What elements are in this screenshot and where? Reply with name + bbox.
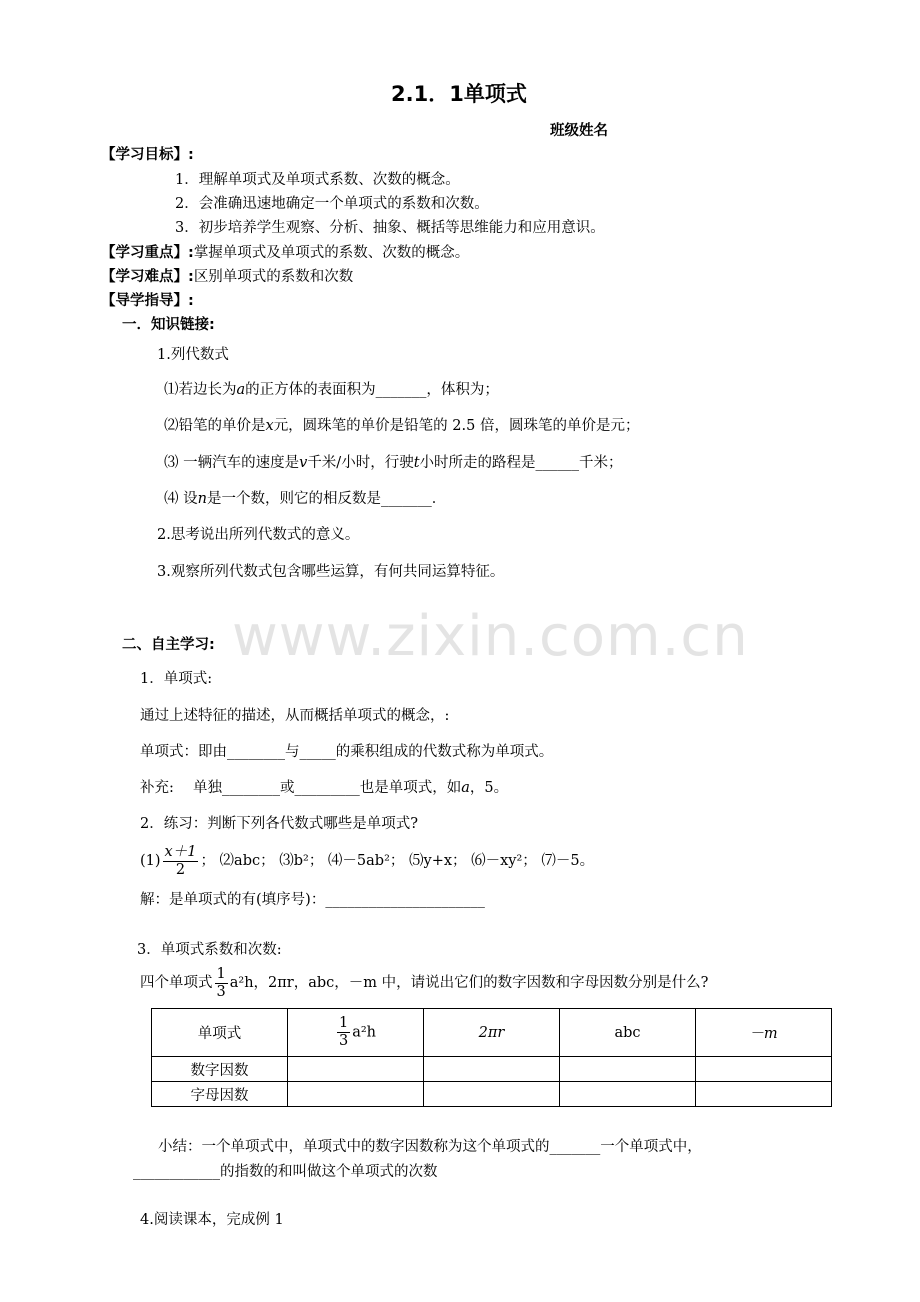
answer-line: 解：是单项式的有(填序号)：______________________ <box>140 892 485 908</box>
part1-heading: 一．知识链接: <box>122 317 215 333</box>
difficulty-line <box>101 267 353 287</box>
objectives-label: 【学习目标】: <box>101 147 194 163</box>
objective-item: 2．会准确迅速地确定一个单项式的系数和次数。 <box>175 196 489 212</box>
table-cell[interactable] <box>288 1057 424 1082</box>
objective-item: 1．理解单项式及单项式系数、次数的概念。 <box>175 172 460 188</box>
page-title: 2.1．1单项式 <box>391 82 527 106</box>
section-1-heading: 1．单项式: <box>140 671 213 687</box>
key-point-text: 掌握单项式及单项式的系数、次数的概念。 <box>193 245 470 261</box>
objective-item: 3．初步培养学生观察、分析、抽象、概括等思维能力和应用意识。 <box>175 220 605 236</box>
section-1-line-2: 单项式：即由________与_____的乘积组成的代数式称为单项式。 <box>140 744 554 760</box>
table-row-label: 数字因数 <box>152 1057 288 1082</box>
key-point-line <box>101 243 469 263</box>
section-3-question: 四个单项式 $\frac{1}{3}$ a²h，2πr，abc，－m 中，请说出它们的数字因数和字母因数分别是什么? <box>140 965 709 1000</box>
factor-table <box>151 1008 832 1107</box>
question-1: ⑴若边长为a的正方体的表面积为_______，体积为； <box>164 382 499 398</box>
table-cell[interactable] <box>696 1082 832 1107</box>
table-cell[interactable] <box>560 1057 696 1082</box>
table-cell[interactable] <box>424 1082 560 1107</box>
part2-heading: 二、自主学习: <box>122 637 215 653</box>
section-4-heading: 4.阅读课本，完成例 1 <box>140 1212 284 1228</box>
table-cell[interactable] <box>424 1057 560 1082</box>
table-header-cell: $\frac{1}{3}$ a²h <box>288 1009 424 1057</box>
section-1-line-3: 补充: 单独________或_________也是单项式，如a，5。 <box>140 780 509 796</box>
table-cell[interactable] <box>288 1082 424 1107</box>
fraction: $\frac{x+1}{2}$ <box>164 843 197 878</box>
difficulty-text: 区别单项式的系数和次数 <box>193 269 354 285</box>
table-header-cell: 单项式 <box>152 1009 288 1057</box>
class-name-label: 班级姓名 <box>550 123 608 139</box>
section-2-heading: 2．练习：判断下列各代数式哪些是单项式? <box>140 816 418 832</box>
table-header-cell: －m <box>696 1009 832 1057</box>
fraction: $\frac{1}{3}$ <box>216 965 226 1000</box>
question-4: ⑷ 设n是一个数，则它的相反数是_______． <box>164 491 447 507</box>
key-point-label: 【学习重点】: <box>101 245 194 261</box>
watermark: www.zixin.com.cn <box>232 604 749 669</box>
part1-sub3: 3.观察所列代数式包含哪些运算，有何共同运算特征。 <box>157 564 505 580</box>
question-2: ⑵铅笔的单价是x元，圆珠笔的单价是铅笔的 2.5 倍，圆珠笔的单价是元； <box>164 418 640 434</box>
table-header-cell: abc <box>560 1009 696 1057</box>
exercise-line: (1) $\frac{x+1}{2}$ ； ⑵abc； ⑶b²； ⑷－5ab²； ⑸y+x； ⑹－xy²； ⑺－5。 <box>140 843 595 878</box>
table-row <box>152 1082 832 1107</box>
table-cell[interactable] <box>560 1082 696 1107</box>
summary-line-2: ____________的指数的和叫做这个单项式的次数 <box>133 1164 438 1180</box>
section-3-heading: 3．单项式系数和次数: <box>137 942 282 958</box>
table-cell[interactable] <box>696 1057 832 1082</box>
summary-line-1: 小结：一个单项式中，单项式中的数字因数称为这个单项式的_______一个单项式中， <box>158 1139 702 1155</box>
part1-sub2: 2.思考说出所列代数式的意义。 <box>157 527 360 543</box>
table-header-cell: 2πr <box>424 1009 560 1057</box>
question-3: ⑶ 一辆汽车的速度是v千米/小时，行驶t小时所走的路程是______千米； <box>164 455 623 471</box>
guide-label: 【导学指导】: <box>101 293 194 309</box>
table-header-row <box>152 1009 832 1057</box>
section-1-line-1: 通过上述特征的描述，从而概括单项式的概念，: <box>140 708 450 724</box>
part1-sub1: 1.列代数式 <box>157 347 229 363</box>
table-row-label: 字母因数 <box>152 1082 288 1107</box>
table-row <box>152 1057 832 1082</box>
difficulty-label: 【学习难点】: <box>101 269 194 285</box>
